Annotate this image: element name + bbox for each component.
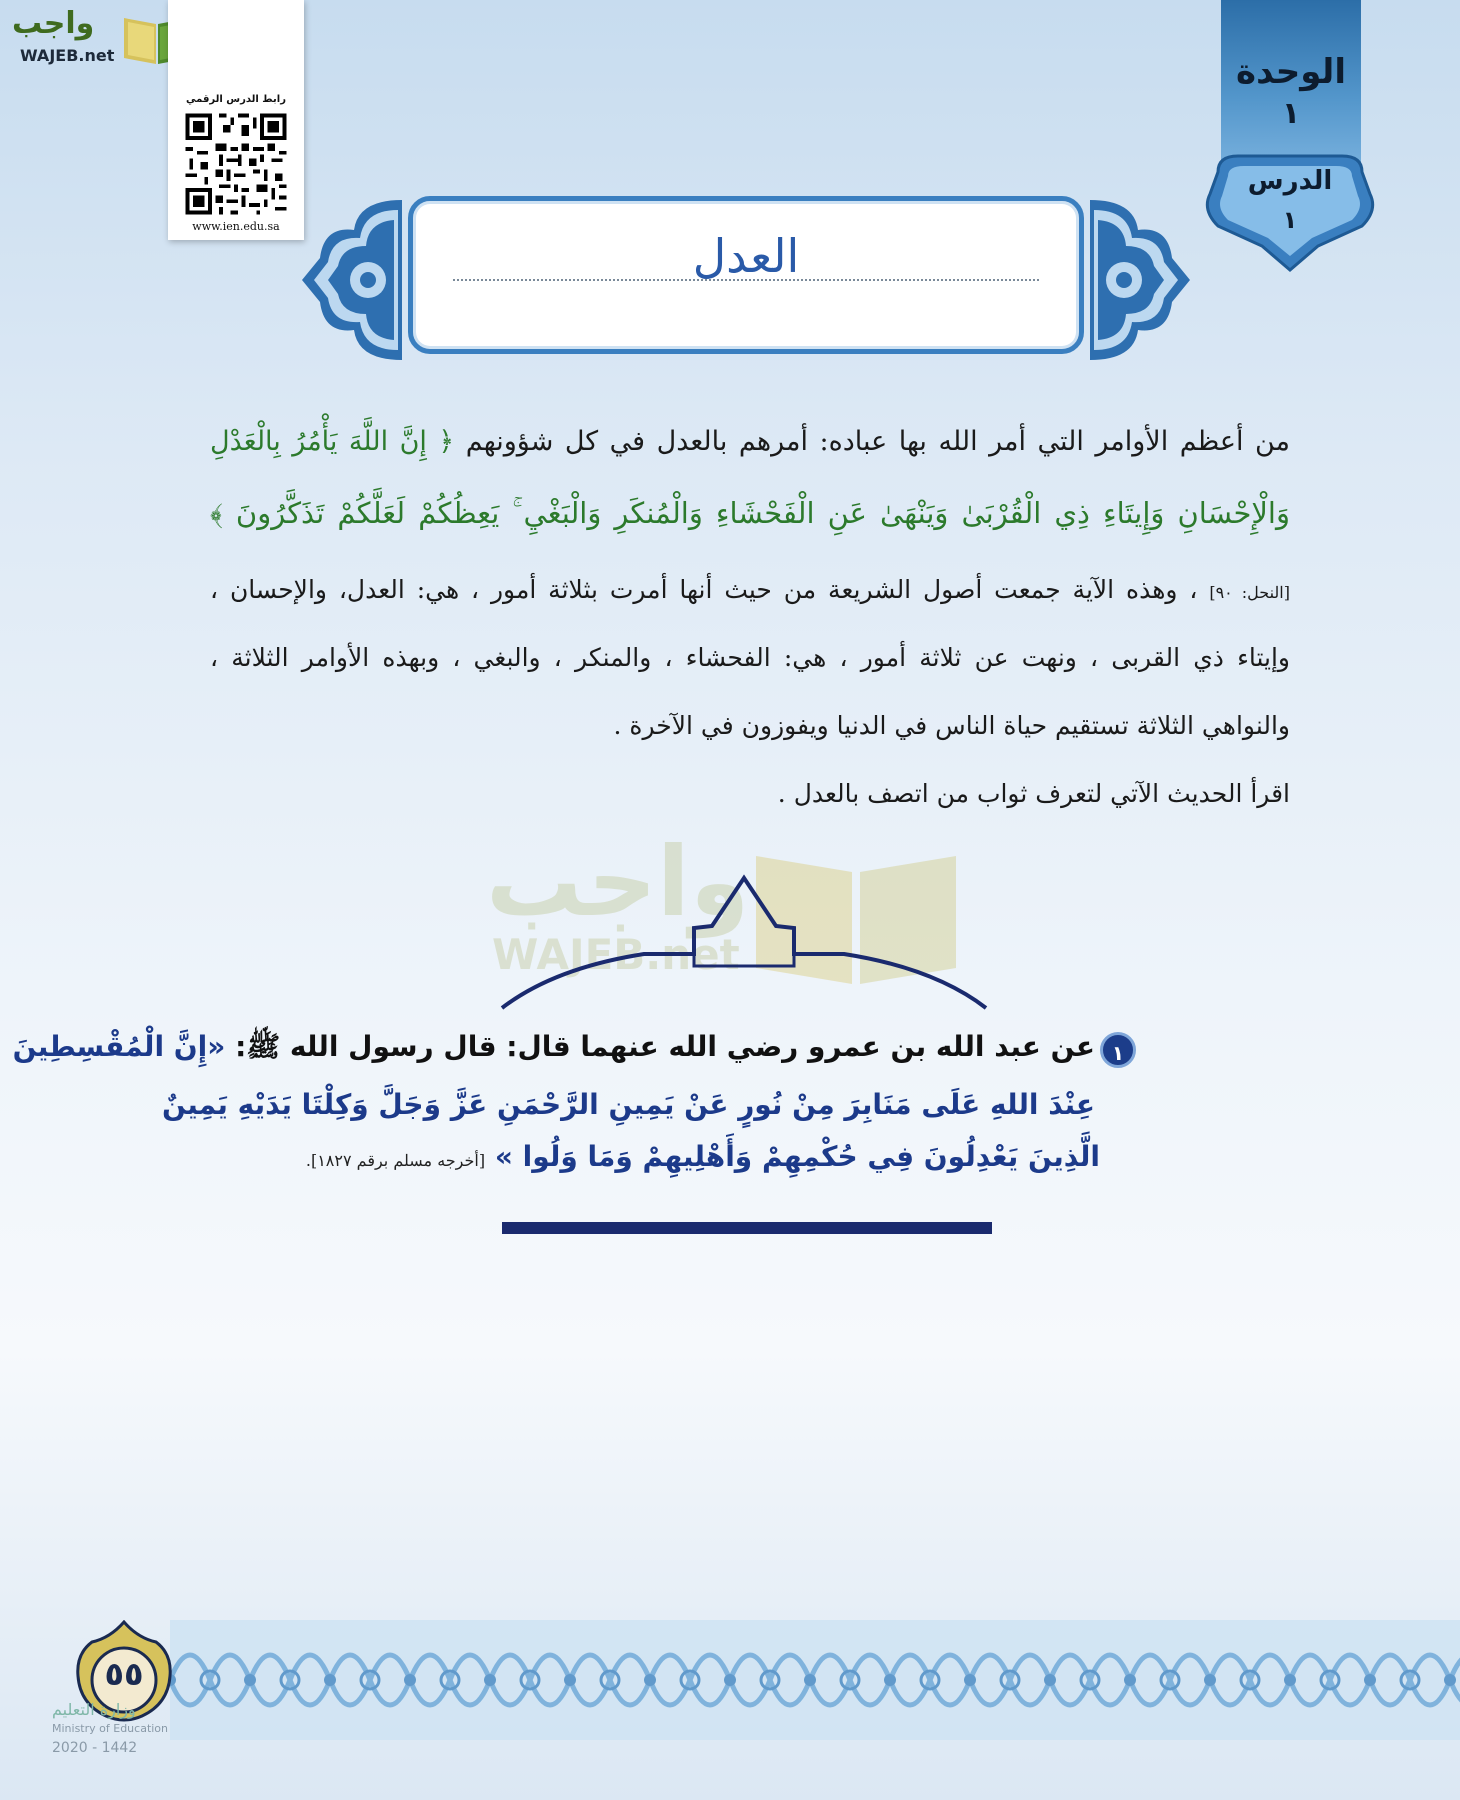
verse-citation: [النحل: ٩٠] [1209,583,1290,602]
left-ornament-icon [298,196,406,364]
hadith-line-1 [12,1030,1095,1070]
instruction-line: اقرأ الحديث الآتي لتعرف ثواب من اتصف بالعدل . [777,779,1290,808]
hadith-bottom-bar [502,1222,992,1234]
qr-card[interactable] [168,0,304,240]
footer-pattern [170,1620,1460,1740]
hadith-number-badge: ١ [1100,1032,1136,1068]
watermark-english-text: WAJEB.net [492,930,740,979]
hadith-line-2: عِنْدَ اللهِ عَلَى مَنَابِرَ مِنْ نُورٍ عَنْ يَمِينِ الرَّحْمَنِ عَزَّ وَجَلَّ وَكِلْتَا يَدَيْهِ يَمِينٌ [162,1088,1095,1121]
hadith-text-end: الَّذِينَ يَعْدِلُونَ فِي حُكْمِهِمْ وَأَهْلِيهِمْ وَمَا وَلُوا » [494,1140,1100,1173]
body-line-1-text: من أعظم الأوامر التي أمر الله بها عباده: أمرهم بالعدل في كل شؤونهم [465,426,1290,457]
qr-title: رابط الدرس الرقمي [186,94,286,105]
body-line-3 [210,575,1290,604]
body-line-5: والنواهي الثلاثة تستقيم حياة الناس في الدنيا ويفوزون في الآخرة . [613,711,1290,740]
dome-ornament-icon [494,868,994,1010]
watermark-arabic-text: واجب [486,826,750,938]
logo-arabic-text: واجب [12,6,95,41]
hadith-text-start: «إِنَّ الْمُقْسِطِينَ [12,1030,226,1063]
title-dotted-line [453,279,1039,281]
lesson-number: ١ [1282,206,1298,234]
qr-code-icon[interactable] [180,110,292,218]
lesson-title: الدرس [1247,166,1333,196]
hadith-narrator: عن عبد الله بن عمرو رضي الله عنهما قال: قال رسول الله ﷺ: [235,1030,1095,1063]
body-line-4: وإيتاء ذي القربى ، ونهت عن ثلاثة أمور ، هي: الفحشاء ، والمنكر ، والبغي ، وبهذه الأوامر الثلاثة ، [210,643,1290,672]
title-frame [408,196,1084,354]
ministry-arabic: وزارة التعليم [52,1700,136,1719]
right-ornament-icon [1086,196,1194,364]
page-title: العدل [692,229,800,283]
hadith-line-3 [305,1140,1100,1173]
wajeb-logo[interactable] [10,6,190,66]
edition-years: 2020 - 1442 [52,1740,138,1756]
unit-title: الوحدة [1236,52,1346,92]
quran-verse-line: وَالْإِحْسَانِ وَإِيتَاءِ ذِي الْقُرْبَىٰ وَيَنْهَىٰ عَنِ الْفَحْشَاءِ وَالْمُنكَرِ وَالْبَغْيِ ۚ يَعِظُكُمْ لَعَلَّكُمْ تَذَكَّرُونَ ﴾ [210,496,1290,530]
quran-verse-start: ﴿ إِنَّ اللَّهَ يَأْمُرُ بِالْعَدْلِ [210,426,455,457]
ministry-english: Ministry of Education [52,1722,169,1735]
unit-number: ١ [1281,96,1301,131]
page-number: ٥٥ [104,1655,144,1693]
body-line-1 [210,426,1290,457]
hadith-source: [أخرجه مسلم برقم ١٨٢٧]. [305,1151,486,1170]
logo-english-text: WAJEB.net [20,46,115,65]
body-line-3-text: ، وهذه الآية جمعت أصول الشريعة من حيث أنها أمرت بثلاثة أمور ، هي: العدل، والإحسان ، [210,575,1198,604]
qr-url[interactable]: www.ien.edu.sa [192,220,280,233]
